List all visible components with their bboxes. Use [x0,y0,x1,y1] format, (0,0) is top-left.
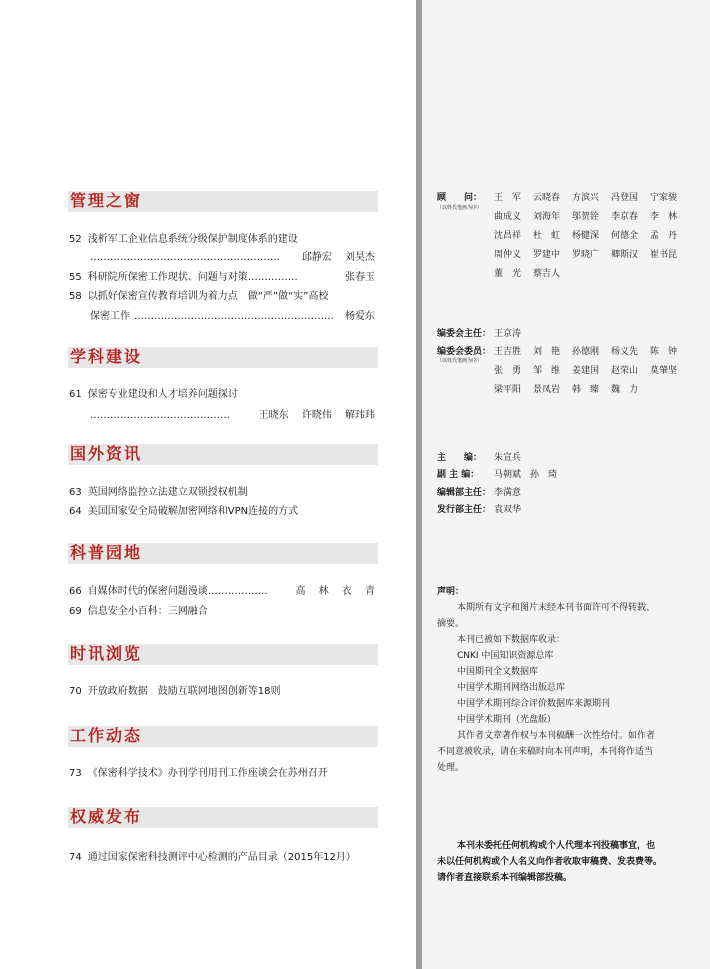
advisor-name: 冯登国 [611,193,639,203]
board-member-name: 张 勇 [494,366,522,376]
database-item: CNKI 中国知识资源总库 [457,651,554,661]
toc-entry[interactable] [69,486,248,499]
notice-paragraph: 本刊已被如下数据库收录： [457,635,566,645]
section-header-management [68,191,378,212]
submission-notice [437,838,699,886]
section-title: 工作动态 [70,726,143,745]
board-member-name: 陈 钟 [650,347,678,357]
page-number: 64 [69,506,82,517]
page-number: 66 [69,586,82,597]
database-item: 中国学术期刊网络出版总库 [457,683,566,693]
notice-paragraph: 其作者文章著作权与本刊稿酬一次性给付。如作者 [457,731,656,741]
advisor-name: 刘海年 [533,212,561,222]
leader-dots: …………………………………… [90,410,230,421]
deputy-editors-names: 马朝斌 孙 琦 [494,470,558,480]
toc-entry[interactable] [69,767,328,780]
advisor-name: 罗晓广 [572,250,600,260]
article-title: 浅析军工企业信息系统分级保护制度体系的建设 [87,234,298,245]
section-header-discipline [68,347,378,368]
board-member-name: 赵荣山 [611,366,639,376]
article-title: 保密专业建设和人才培养问题探讨 [87,389,238,400]
notice-paragraph: 本期所有文字和图片未经本刊书面许可不得转载、 [457,603,656,613]
toc-entry[interactable] [69,505,298,518]
board-members-list [494,346,689,396]
leader-dots: …………………………………………………… [134,311,334,322]
board-members-label: 编委会委员： [437,347,492,357]
submission-notice-line: 本刊未委托任何机构或个人代理本刊投稿事宜，也 [457,841,656,851]
article-authors: 杨爱东 [345,311,375,322]
editor-in-chief-label: 主 编： [437,453,483,463]
page-number: 58 [69,291,82,302]
advisors-list [494,192,689,280]
article-title: 《保密科学技术》办刊学刊用刊工作座谈会在苏州召开 [87,768,328,779]
board-member-name: 韩 臻 [572,385,600,395]
article-title: 英国网络监控立法建立双锁授权机制 [87,487,248,498]
toc-entry[interactable] [69,605,208,618]
advisor-name: 沈昌祥 [494,231,522,241]
advisor-name: 周仲义 [494,250,522,260]
advisor-name: 邬贺铨 [572,212,600,222]
advisor-name: 何德全 [611,231,639,241]
section-header-official-release [68,807,378,828]
advisor-name: 方滨兴 [572,193,600,203]
advisor-name: 李京春 [611,212,639,222]
article-title-continued: 保密工作 [90,311,130,322]
board-director-label: 编委会主任： [437,329,492,339]
advisor-name: 王 军 [494,193,522,203]
article-title: 以抓好保密宣传教育培训为着力点 做“严”做“实”高校 [87,291,329,302]
section-header-news-brief [68,644,378,665]
advisor-name: 罗建中 [533,250,561,260]
advisor-name: 蔡吉人 [533,269,561,279]
board-member-name: 王吉胜 [494,347,522,357]
article-authors: 王晓东 许晓伟 解玮玮 [258,410,375,421]
copyright-notice [437,584,692,776]
advisor-name: 卿斯汉 [611,250,639,260]
notice-paragraph: 处理。 [437,763,465,773]
article-title: 通过国家保密科技测评中心检测的产品目录（2015年12月） [87,852,356,863]
advisor-name: 曲成义 [494,212,522,222]
advisor-name: 崔书昆 [650,250,678,260]
toc-entry[interactable] [69,271,298,284]
database-item: 中国学术期刊综合评价数据库来源期刊 [457,699,611,709]
page-number: 52 [69,234,82,245]
toc-entry[interactable] [69,290,328,303]
toc-entry[interactable] [69,233,298,246]
section-header-work-updates [68,726,378,747]
board-member-name: 刘 艳 [533,347,561,357]
article-title: 信息安全小百科：三网融合 [87,606,208,617]
section-header-foreign-news [68,444,378,465]
distribution-director-name: 袁双华 [494,505,522,515]
advisor-name: 李 林 [650,212,678,222]
board-director-name: 王京涛 [494,329,522,339]
article-title: 自媒体时代的保密问题漫谈……………… [87,586,268,597]
advisor-name: 董 光 [494,269,522,279]
article-title: 美国国家安全局破解加密网络和VPN连接的方式 [87,506,299,517]
section-title: 管理之窗 [70,191,143,210]
section-title: 学科建设 [70,347,143,366]
section-header-popular-science [68,543,378,564]
article-title: 开放政府数据 鼓励互联网地图创新等18则 [87,686,281,697]
advisor-name: 宁家骏 [650,193,678,203]
page-number: 70 [69,686,82,697]
advisor-name: 杨健深 [572,231,600,241]
article-title: 科研院所保密工作现状、问题与对策…………… [87,272,298,283]
toc-entry[interactable] [69,585,268,598]
page-number: 61 [69,389,82,400]
deputy-editors-label: 副 主 编： [437,470,480,480]
article-authors: 邱静宏 刘昊杰 [301,252,375,263]
database-item: 中国期刊全文数据库 [457,667,539,677]
toc-entry[interactable] [69,685,280,698]
submission-notice-line: 未以任何机构或个人名义向作者收取审稿费、发表费等。 [437,857,663,867]
article-authors: 张春玉 [345,272,375,283]
page-number: 63 [69,487,82,498]
database-item: 中国学术期刊（光盘版） [457,715,557,725]
section-title: 国外资讯 [70,444,143,463]
masthead-panel [422,0,710,969]
toc-entry[interactable] [69,851,356,864]
board-member-name: 魏 力 [611,385,639,395]
page-number: 74 [69,852,82,863]
toc-entry[interactable] [69,388,238,401]
leader-dots: ………………………………………………… [90,252,280,263]
board-member-name: 邹 维 [533,366,561,376]
managing-director-label: 编辑部主任： [437,488,492,498]
board-member-name: 姜建国 [572,366,600,376]
board-member-name: 梁平阳 [494,385,522,395]
advisor-name: 云晓春 [533,193,561,203]
section-title: 时讯浏览 [70,644,143,663]
distribution-director-label: 发行部主任： [437,505,492,515]
notice-paragraph: 摘要。 [437,619,465,629]
page-number: 55 [69,272,82,283]
section-title: 科普园地 [70,543,143,562]
advisors-label: 顾 问： [437,193,483,203]
article-authors: 高 林 衣 青 [295,586,375,597]
board-member-name: 莫肇坚 [650,366,678,376]
board-member-name: 孙德刚 [572,347,600,357]
editor-in-chief-name: 朱宣兵 [494,453,522,463]
advisor-name: 杜 虹 [533,231,561,241]
managing-director-name: 李満意 [494,488,522,498]
page-number: 73 [69,768,82,779]
page-number: 69 [69,606,82,617]
notice-paragraph: 不同意被收录，请在来稿时向本刊声明，本刊将作适当 [437,747,654,757]
database-list [437,648,692,728]
advisor-name: 孟 丹 [650,231,678,241]
submission-notice-line: 请作者直接联系本刊编辑部投稿。 [437,873,573,883]
board-members-order-note: （以姓氏笔画为序） [437,358,483,364]
board-member-name: 杨义先 [611,347,639,357]
notice-heading: 声明： [437,587,465,597]
section-title: 权威发布 [70,807,143,826]
advisors-order-note: （以姓氏笔画为序） [437,205,483,211]
board-member-name: 景凤岩 [533,385,561,395]
